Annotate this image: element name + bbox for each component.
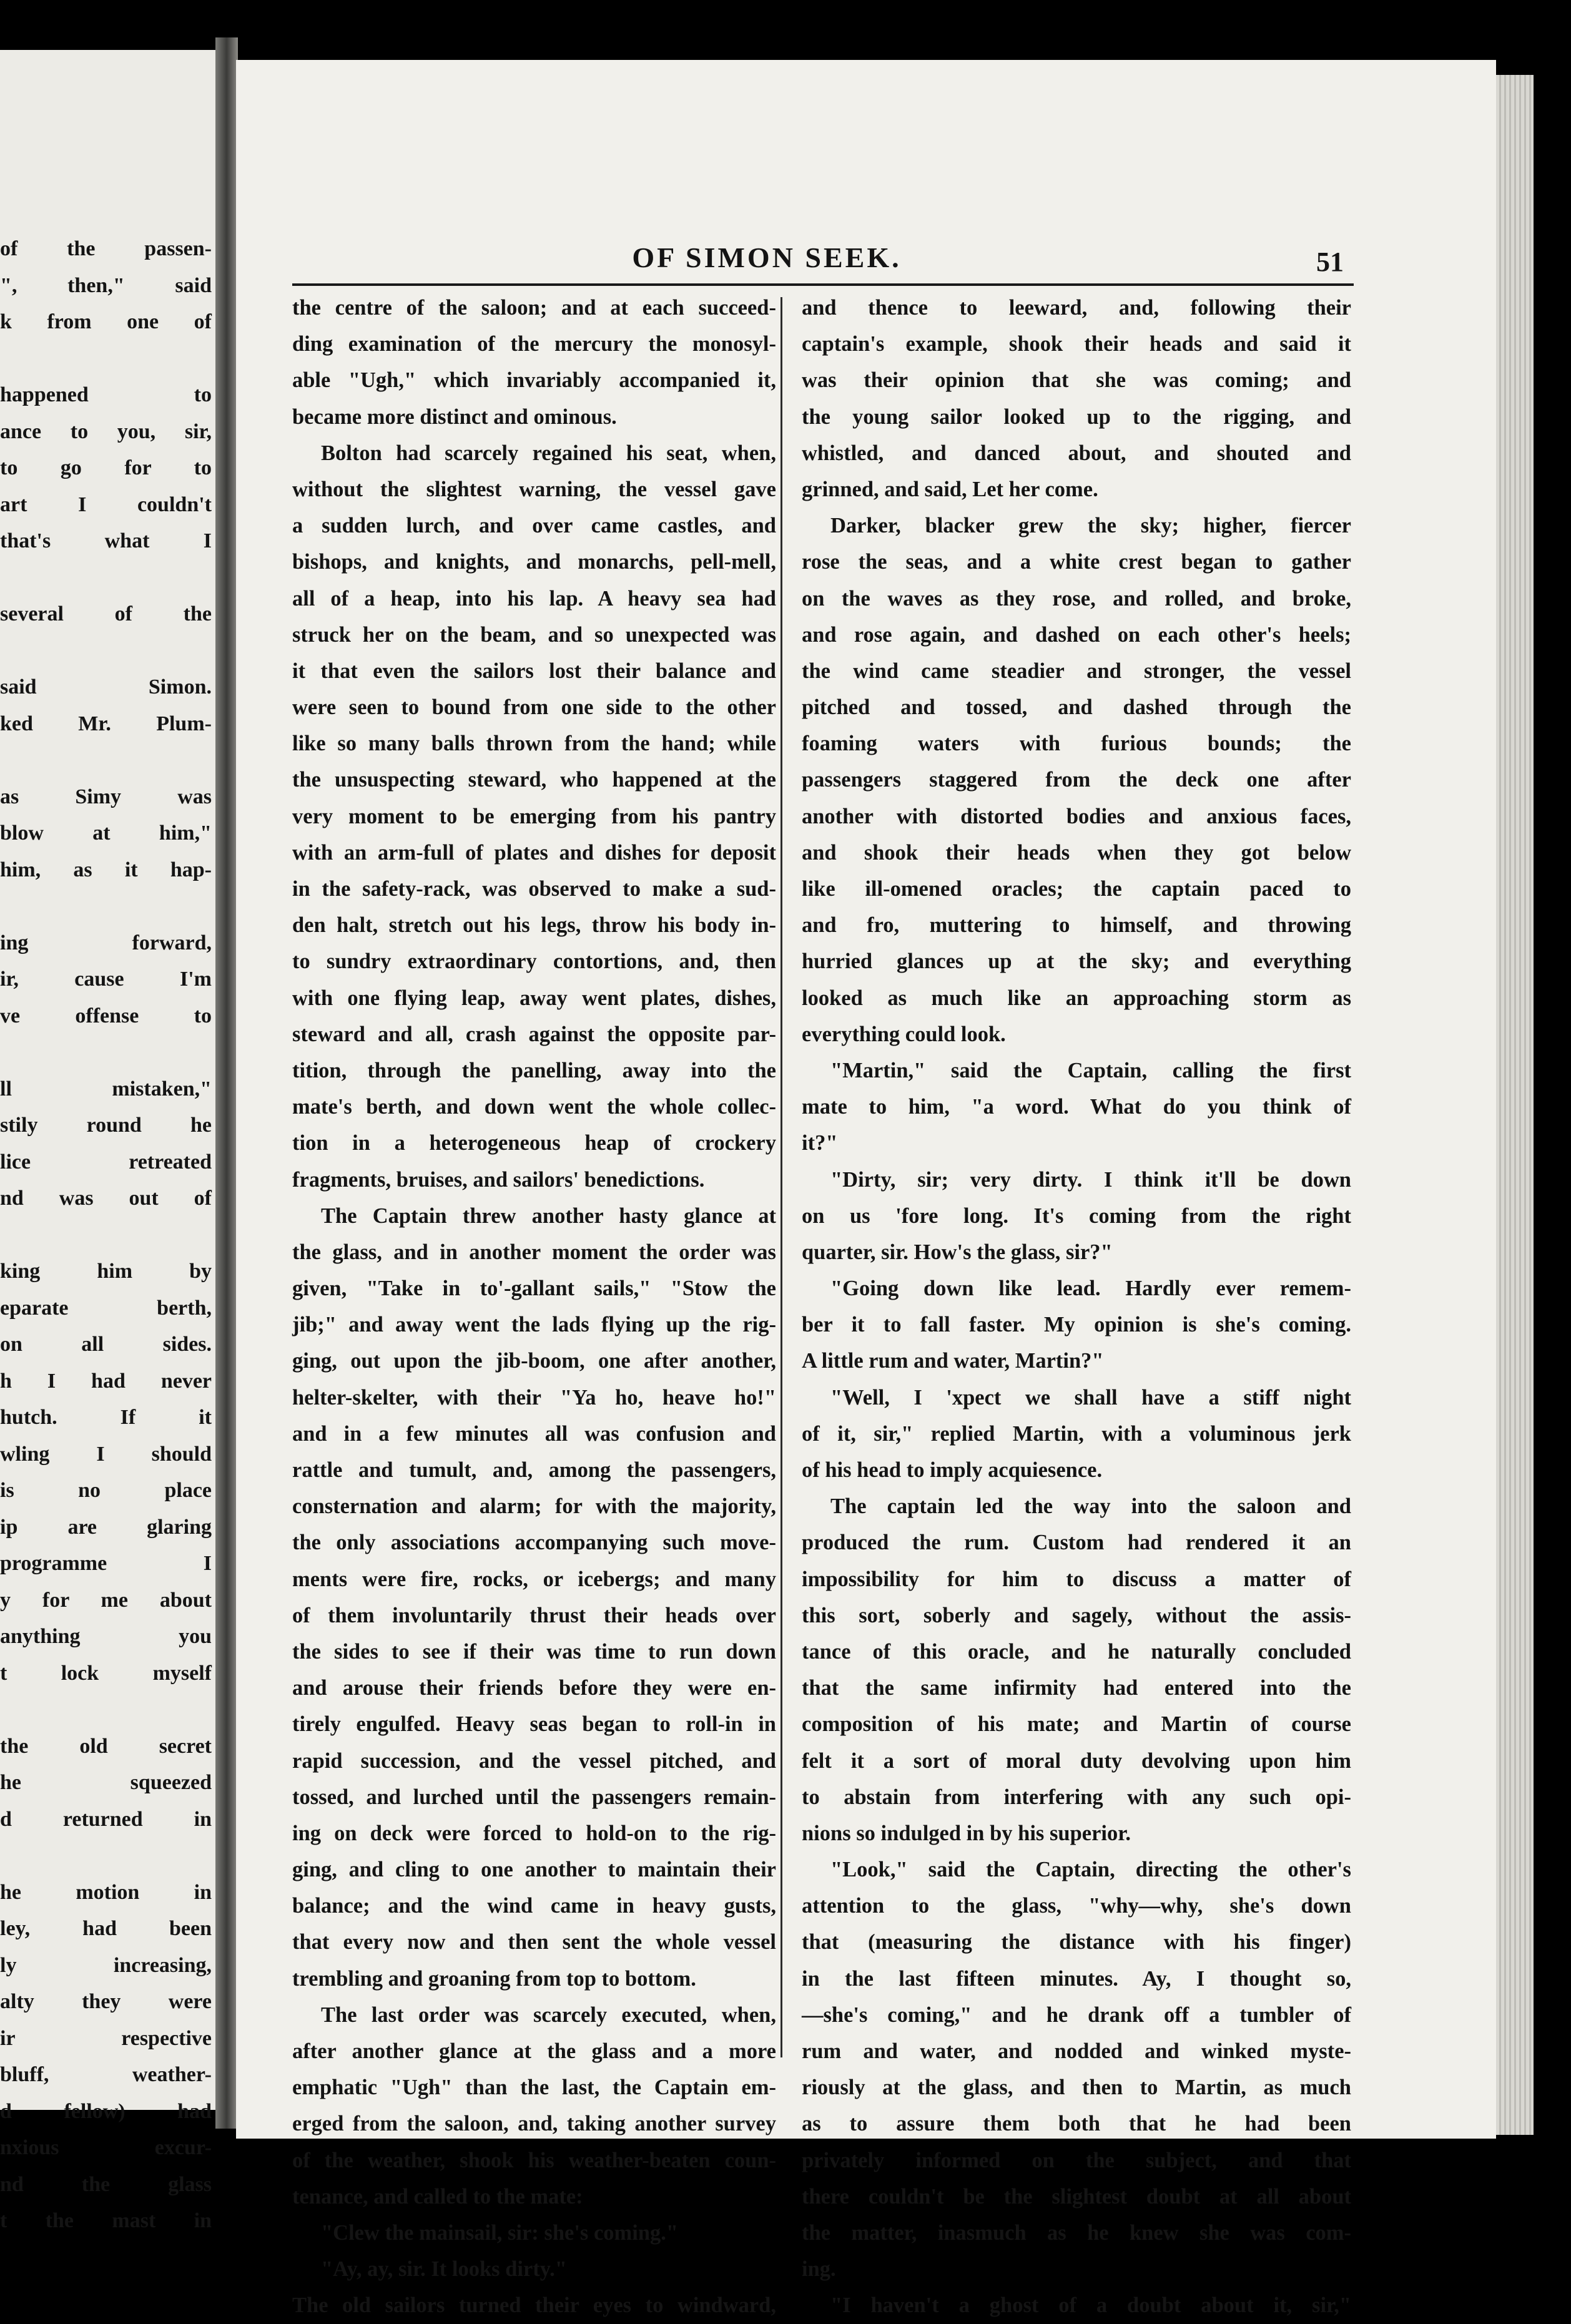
text-line: the centre of the saloon; and at each succeed- <box>292 296 776 320</box>
text-line: emphatic "Ugh" than the last, the Captain em- <box>292 2076 776 2100</box>
text-line: is no place <box>0 1479 212 1502</box>
text-line: ked Mr. Plum- <box>0 712 212 735</box>
text-line: a sudden lurch, and over came castles, and <box>292 514 776 538</box>
text-line: hurried glances up at the sky; and everything <box>802 949 1351 974</box>
text-line: The captain led the way into the saloon and <box>830 1494 1351 1519</box>
text-line: everything could look. <box>802 1022 1006 1046</box>
page-edges <box>1496 75 1534 2135</box>
text-line: grinned, and said, Let her come. <box>802 477 1098 501</box>
running-header: OF SIMON SEEK. <box>632 242 902 273</box>
text-line: privately informed on the subject, and that <box>802 2148 1351 2172</box>
text-line: ley, had been <box>0 1917 212 1940</box>
text-line: given, "Take in to'-gallant sails," "Stow the <box>292 1277 776 1301</box>
text-line: on us 'fore long. It's coming from the right <box>802 1204 1351 1228</box>
text-line: became more distinct and ominous. <box>292 404 617 429</box>
left-column <box>292 290 776 2324</box>
right-column <box>802 290 1351 2324</box>
text-line: mate's berth, and down went the whole collec- <box>292 1095 776 1119</box>
text-line: helter-skelter, with their "Ya ho, heave ho!" <box>292 1385 776 1410</box>
text-line: y for me about <box>0 1588 212 1612</box>
text-line: ments were fire, rocks, or icebergs; and many <box>292 1567 776 1591</box>
text-line: tition, through the panelling, away into the <box>292 1058 776 1082</box>
text-line: he squeezed <box>0 1771 212 1794</box>
text-line: ging, out upon the jib-boom, one after another, <box>292 1349 776 1373</box>
text-line: mate to him, "a word. What do you think of <box>802 1095 1351 1119</box>
text-line: and shook their heads when they got below <box>802 840 1351 865</box>
text-line: nions so indulged in by his superior. <box>802 1821 1131 1845</box>
text-line: "Going down like lead. Hardly ever remem- <box>830 1277 1351 1301</box>
text-line: produced the rum. Custom had rendered it an <box>802 1531 1351 1555</box>
text-line: passengers staggered from the deck one after <box>802 768 1351 792</box>
text-line: tion in a heterogeneous heap of crockery <box>292 1131 776 1155</box>
text-line: den halt, stretch out his legs, throw his body in- <box>292 913 776 938</box>
text-line: of the passen- <box>0 237 212 260</box>
text-line: whistled, and danced about, and shouted and <box>802 441 1351 465</box>
text-line: ", then," said <box>0 273 212 297</box>
text-line: "Clew the mainsail, sir: she's coming." <box>321 2220 679 2245</box>
text-line: tenance, and called to the mate: <box>292 2184 583 2209</box>
text-line: impossibility for him to discuss a matter of <box>802 1567 1351 1591</box>
text-line: the only associations accompanying such move- <box>292 1531 776 1555</box>
text-line: without the slightest warning, the vessel gave <box>292 477 776 501</box>
text-line: happened to <box>0 383 212 406</box>
text-line: on the waves as they rose, and rolled, and broke, <box>802 586 1351 610</box>
text-line: bluff, weather- <box>0 2063 212 2086</box>
text-line: that the same infirmity had entered into the <box>802 1676 1351 1700</box>
text-line: "Ay, ay, sir. It looks dirty." <box>321 2257 567 2282</box>
text-line: said Simon. <box>0 675 212 699</box>
text-line: h I had never <box>0 1369 212 1393</box>
text-line: A little rum and water, Martin?" <box>802 1349 1104 1373</box>
text-line: ve offense to <box>0 1004 212 1027</box>
text-line: were seen to bound from one side to the other <box>292 695 776 720</box>
text-line: wling I should <box>0 1442 212 1466</box>
text-line: The Captain threw another hasty glance at <box>321 1204 776 1228</box>
text-line: ing. <box>802 2257 836 2282</box>
text-line: "Dirty, sir; very dirty. I think it'll be down <box>830 1167 1351 1192</box>
text-line: rum and water, and nodded and winked myste- <box>802 2039 1351 2063</box>
page-number: 51 <box>1316 247 1344 277</box>
text-line: ding examination of the mercury the monosyl- <box>292 332 776 356</box>
text-line: it?" <box>802 1131 838 1155</box>
text-line: fragments, bruises, and sailors' benedictions. <box>292 1167 705 1192</box>
text-line: the old secret <box>0 1734 212 1758</box>
text-line: ing on deck were forced to hold-on to the rig- <box>292 1821 776 1845</box>
text-line: of it, sir," replied Martin, with a voluminous jerk <box>802 1421 1351 1446</box>
text-line: captain's example, shook their heads and said it <box>802 332 1351 356</box>
text-line: stily round he <box>0 1114 212 1137</box>
text-line: jib;" and away went the lads flying up the rig- <box>292 1313 776 1337</box>
text-line: on all sides. <box>0 1333 212 1356</box>
text-line: alty they were <box>0 1990 212 2013</box>
text-line: of his head to imply acquiesence. <box>802 1458 1103 1482</box>
text-line: the young sailor looked up to the rigging, and <box>802 404 1351 429</box>
text-line: ing forward, <box>0 931 212 954</box>
text-line: rattle and tumult, and, among the passengers, <box>292 1458 776 1482</box>
text-line: composition of his mate; and Martin of course <box>802 1712 1351 1737</box>
text-line: the wind came steadier and stronger, the vessel <box>802 659 1351 683</box>
header-rule <box>292 283 1354 286</box>
text-line: ir, cause I'm <box>0 968 212 991</box>
text-line: that (measuring the distance with his finger) <box>802 1930 1351 1954</box>
text-line: in the last fifteen minutes. Ay, I thought so, <box>802 1966 1351 1991</box>
previous-page-text <box>0 231 215 2240</box>
text-line: ip are glaring <box>0 1515 212 1539</box>
text-line: to sundry extraordinary contortions, and, then <box>292 949 776 974</box>
text-line: Darker, blacker grew the sky; higher, fiercer <box>830 514 1351 538</box>
text-line <box>0 1838 215 1875</box>
text-line: as to assure them both that he had been <box>802 2112 1351 2136</box>
text-line: attention to the glass, "why—why, she's down <box>802 1894 1351 1918</box>
text-line: all of a heap, into his lap. A heavy sea had <box>292 586 776 610</box>
text-line: felt it a sort of moral duty devolving upon him <box>802 1748 1351 1773</box>
text-line: the unsuspecting steward, who happened at the <box>292 768 776 792</box>
text-line: art I couldn't <box>0 493 212 516</box>
text-line <box>0 1034 215 1071</box>
text-line: pitched and tossed, and dashed through the <box>802 695 1351 720</box>
text-line: tossed, and lurched until the passengers remain- <box>292 1785 776 1809</box>
text-line: k from one of <box>0 310 212 333</box>
text-line: like ill-omened oracles; the captain paced to <box>802 877 1351 901</box>
text-line: bishops, and knights, and monarchs, pell-mell, <box>292 550 776 574</box>
text-line: tance of this oracle, and he naturally concluded <box>802 1639 1351 1664</box>
text-line: eparate berth, <box>0 1296 212 1320</box>
text-line: to go for to <box>0 456 212 479</box>
text-line: with one flying leap, away went plates, dishes, <box>292 986 776 1010</box>
text-line: anything you <box>0 1625 212 1648</box>
text-line: like so many balls thrown from the hand; while <box>292 732 776 756</box>
text-line: as Simy was <box>0 785 212 808</box>
text-line: looked as much like an approaching storm as <box>802 986 1351 1010</box>
text-line <box>0 560 215 597</box>
text-line: consternation and alarm; for with the majority, <box>292 1494 776 1519</box>
text-line: "I haven't a ghost of a doubt about it, sir," <box>830 2293 1351 2318</box>
column-divider <box>781 297 782 2057</box>
text-line: Bolton had scarcely regained his seat, when, <box>321 441 776 465</box>
text-line: ance to you, sir, <box>0 419 212 443</box>
text-line: that every now and then sent the whole vessel <box>292 1930 776 1954</box>
text-line: of the weather, shook his weather-beaten coun- <box>292 2148 776 2172</box>
text-line: —she's coming," and he drank off a tumbler of <box>802 2003 1351 2027</box>
text-line: of them involuntarily thrust their heads over <box>292 1603 776 1627</box>
text-line: it that even the sailors lost their balance and <box>292 659 776 683</box>
text-line <box>0 1692 215 1728</box>
previous-page-fragment <box>0 50 219 2232</box>
text-line: riously at the glass, and then to Martin, as much <box>802 2076 1351 2100</box>
text-line: ber it to fall faster. My opinion is she's coming. <box>802 1313 1351 1337</box>
text-line: and fro, muttering to himself, and throwing <box>802 913 1351 938</box>
text-line: very moment to be emerging from his pantry <box>292 804 776 828</box>
text-line: king him by <box>0 1260 212 1283</box>
text-line: erged from the saloon, and, taking another survey <box>292 2112 776 2136</box>
text-line: struck her on the beam, and so unexpected was <box>292 622 776 647</box>
text-line: t the mast in <box>0 2209 212 2232</box>
text-line: d fellow) had <box>0 2099 212 2123</box>
text-line: and rose again, and dashed on each other's heels; <box>802 622 1351 647</box>
text-line: ly increasing, <box>0 1953 212 1977</box>
text-line: in the safety-rack, was observed to make a sud- <box>292 877 776 901</box>
text-line <box>0 888 215 925</box>
text-line <box>0 633 215 670</box>
text-line: The last order was scarcely executed, when, <box>321 2003 776 2027</box>
text-line: t lock myself <box>0 1661 212 1685</box>
text-line: able "Ugh," which invariably accompanied it, <box>292 368 776 393</box>
text-line: and in a few minutes all was confusion and <box>292 1421 776 1446</box>
text-line: that's what I <box>0 529 212 552</box>
text-line <box>0 341 215 378</box>
text-line: tirely engulfed. Heavy seas began to roll-in in <box>292 1712 776 1737</box>
text-line: "Well, I 'xpect we shall have a stiff night <box>830 1385 1351 1410</box>
text-line: "Martin," said the Captain, calling the first <box>830 1058 1351 1082</box>
text-line: trembling and groaning from top to bottom. <box>292 1966 696 1991</box>
text-line: foaming waters with furious bounds; the <box>802 732 1351 756</box>
text-line <box>0 742 215 779</box>
text-line: balance; and the wind came in heavy gusts, <box>292 1894 776 1918</box>
text-line: lice retreated <box>0 1150 212 1174</box>
text-line: and thence to leeward, and, following their <box>802 296 1351 320</box>
text-line: d returned in <box>0 1807 212 1831</box>
text-line: this sort, soberly and sagely, without the assis- <box>802 1603 1351 1627</box>
text-line: to abstain from interfering with any such opi- <box>802 1785 1351 1809</box>
text-line: and arouse their friends before they were en- <box>292 1676 776 1700</box>
text-line <box>0 1217 215 1254</box>
text-line: nxious excur- <box>0 2136 212 2159</box>
text-line: "Look," said the Captain, directing the other's <box>830 1858 1351 1882</box>
text-line: steward and all, crash against the opposite par- <box>292 1022 776 1046</box>
text-line: programme I <box>0 1552 212 1575</box>
text-line: nd was out of <box>0 1187 212 1210</box>
book-gutter <box>215 37 238 2129</box>
text-line: another with distorted bodies and anxious faces, <box>802 804 1351 828</box>
text-line: the sides to see if their was time to run down <box>292 1639 776 1664</box>
text-line: was their opinion that she was coming; and <box>802 368 1351 393</box>
text-line: quarter, sir. How's the glass, sir?" <box>802 1240 1113 1264</box>
text-line: several of the <box>0 602 212 625</box>
text-line: the matter, inasmuch as he knew she was com- <box>802 2220 1351 2245</box>
text-line: after another glance at the glass and a more <box>292 2039 776 2063</box>
text-line: ir respective <box>0 2026 212 2050</box>
text-line: with an arm-full of plates and dishes for deposit <box>292 840 776 865</box>
text-line: he motion in <box>0 1880 212 1904</box>
page <box>236 60 1496 2318</box>
text-line: the glass, and in another moment the order was <box>292 1240 776 1264</box>
text-line: there couldn't be the slightest doubt at all about <box>802 2184 1351 2209</box>
text-line: blow at him," <box>0 821 212 845</box>
text-line: ging, and cling to one another to maintain their <box>292 1858 776 1882</box>
text-line: The old sailors turned their eyes to windward, <box>292 2293 776 2318</box>
text-line: ll mistaken," <box>0 1077 212 1101</box>
text-line: hutch. If it <box>0 1406 212 1429</box>
text-line: him, as it hap- <box>0 858 212 881</box>
text-line: rapid succession, and the vessel pitched, and <box>292 1748 776 1773</box>
text-line: rose the seas, and a white crest began to gather <box>802 550 1351 574</box>
text-line: nd the glass <box>0 2172 212 2196</box>
